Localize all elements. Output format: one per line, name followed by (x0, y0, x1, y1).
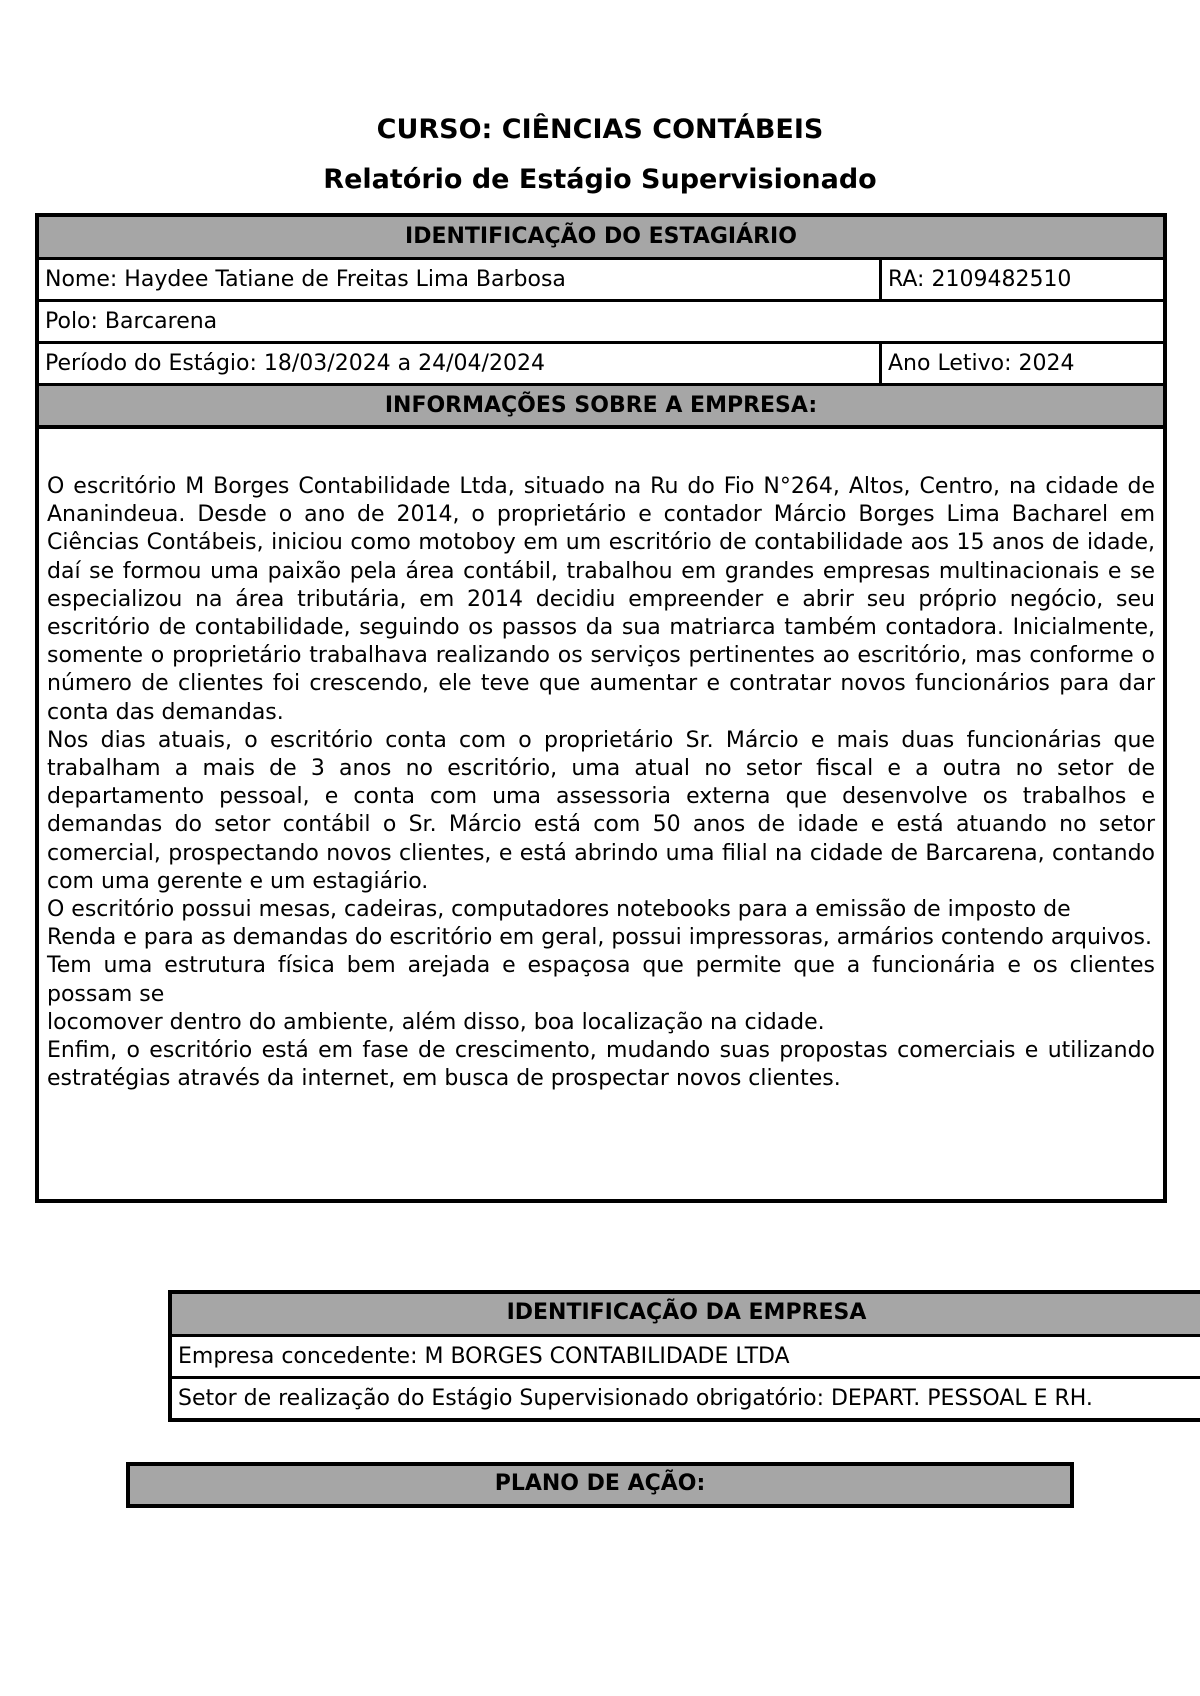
company-info-paragraph: Nos dias atuais, o escritório conta com o proprietário Sr. Márcio e mais duas funcionárias que trabalham a mais de 3 anos no escritório, uma atual no setor fiscal e a outra no setor de departamento pessoal, e conta com uma assessoria externa que desenvolve os trabalhos e demandas do setor contábil o Sr. Márcio está com 50 anos de idade e está atuando no setor comercial, prospectando novos clientes, e está abrindo uma filial na cidade de Barcarena, contando com uma gerente e um estagiário. (47, 727, 1155, 894)
company-info-paragraph: O escritório M Borges Contabilidade Ltda, situado na Ru do Fio N°264, Altos, Centro, na cidade de Ananindeua. Desde o ano de 2014, o proprietário e contador Márcio Borges Lima Bacharel em Ciências Contábeis, iniciou como motoboy em um escritório de contabilidade aos 15 anos de idade, daí se formou uma paixão pela área contábil, trabalhou em grandes empresas multinacionais e se especializou na área tributária, em 2014 decidiu empreender e abrir seu próprio negócio, seu escritório de contabilidade, seguindo os passos da sua matriarca também contadora. Inicialmente, somente o proprietário trabalhava realizando os serviços pertinentes ao escritório, mas conforme o número de clientes foi crescendo, ele teve que aumentar e contratar novos funcionários para dar conta das demandas. (47, 474, 1155, 725)
company-info-paragraph: locomover dentro do ambiente, além disso, boa localização na cidade. (47, 1009, 825, 1035)
report-title: Relatório de Estágio Supervisionado (323, 164, 877, 195)
intern-polo: Polo: Barcarena (45, 309, 218, 334)
company-info-paragraph: Tem uma estrutura física bem arejada e espaçosa que permite que a funcionária e os clientes possam se (47, 953, 1155, 1007)
company-info-body (39, 425, 1163, 1093)
action-plan-table (126, 1462, 1074, 1508)
action-plan-header: PLANO DE AÇÃO: (130, 1466, 1070, 1504)
polo-row (39, 299, 1163, 341)
company-info-paragraph: Enfim, o escritório está em fase de crescimento, mudando suas propostas comerciais e utilizando estratégias através da internet, em busca de prospectar novos clientes. (47, 1038, 1155, 1092)
company-identification-header: IDENTIFICAÇÃO DA EMPRESA (172, 1294, 1200, 1334)
company-name: Empresa concedente: M BORGES CONTABILIDADE LTDA (178, 1344, 790, 1369)
academic-year: Ano Letivo: 2024 (888, 351, 1075, 376)
company-info-header: INFORMAÇÕES SOBRE A EMPRESA: (39, 383, 1163, 425)
intern-name: Nome: Haydee Tatiane de Freitas Lima Barbosa (39, 260, 882, 299)
period-row (39, 341, 1163, 383)
company-info-paragraph: Renda e para as demandas do escritório em geral, possui impressoras, armários contendo arquivos. (47, 925, 1152, 951)
company-row (172, 1334, 1200, 1376)
name-row (39, 257, 1163, 299)
company-identification-table (168, 1290, 1200, 1422)
course-title: CURSO: CIÊNCIAS CONTÁBEIS (376, 114, 824, 145)
internship-sector: Setor de realização do Estágio Supervisionado obrigatório: DEPART. PESSOAL E RH. (178, 1386, 1093, 1411)
company-info-paragraph: O escritório possui mesas, cadeiras, computadores notebooks para a emissão de imposto de (47, 897, 1071, 923)
intern-identification-table (35, 213, 1167, 1203)
internship-period: Período do Estágio: 18/03/2024 a 24/04/2024 (39, 344, 882, 383)
intern-section-header: IDENTIFICAÇÃO DO ESTAGIÁRIO (39, 217, 1163, 257)
sector-row (172, 1376, 1200, 1418)
intern-ra: RA: 2109482510 (888, 267, 1072, 292)
